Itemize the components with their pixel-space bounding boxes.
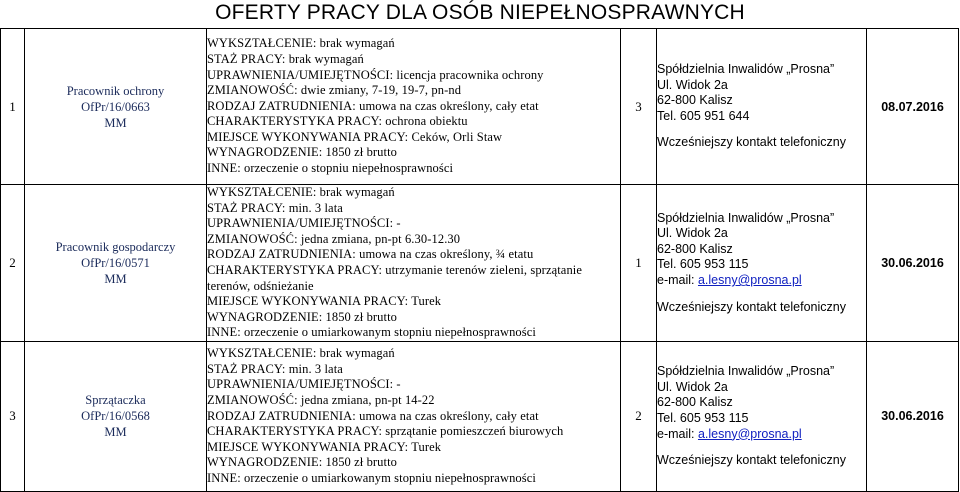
vacancy-count: 3 [621,29,657,185]
detail-line: RODZAJ ZATRUDNIENIA: umowa na czas określony, cały etat [207,408,539,423]
company-street: Ul. Widok 2a [657,226,728,241]
company-city: 62-800 Kalisz [657,395,733,410]
table-row [1,185,959,342]
position-name: Pracownik gospodarczy [55,239,176,254]
email-label: e-mail: [657,273,698,288]
company-street: Ul. Widok 2a [657,379,728,394]
detail-line: WYKSZTAŁCENIE: brak wymagań [207,185,395,199]
contact-cell [657,341,867,491]
page-title: OFERTY PRACY DLA OSÓB NIEPEŁNOSPRAWNYCH [215,1,745,24]
contact-note: Wcześniejszy kontakt telefoniczny [657,135,846,150]
detail-line: STAŻ PRACY: min. 3 lata [207,361,343,376]
company-phone: Tel. 605 951 644 [657,108,750,123]
detail-line: WYNAGRODZENIE: 1850 zł brutto [207,145,398,160]
detail-line: WYNAGRODZENIE: 1850 zł brutto [207,309,398,324]
job-offers-table [0,28,959,492]
detail-line: CHARAKTERYSTYKA PRACY: utrzymanie terenów zieleni, sprzątanie [207,262,583,277]
offer-number: 3 [1,341,25,491]
email-label: e-mail: [657,426,698,441]
detail-line: MIEJSCE WYKONYWANIA PRACY: Turek [207,294,442,309]
offer-date: 30.06.2016 [867,341,959,491]
detail-line: WYKSZTAŁCENIE: brak wymagań [207,36,395,51]
detail-line: CHARAKTERYSTYKA PRACY: ochrona obiektu [207,114,468,129]
detail-line: MIEJSCE WYKONYWANIA PRACY: Turek [207,439,442,454]
offer-reference: OfPr/16/0663 [81,99,150,114]
email-link[interactable]: a.lesny@prosna.pl [697,426,802,441]
offer-reference: OfPr/16/0571 [81,255,150,270]
contact-cell [657,29,867,185]
position-name: Sprzątaczka [85,393,146,408]
company-phone: Tel. 605 953 115 [657,257,749,272]
detail-line: WYNAGRODZENIE: 1850 zł brutto [207,455,398,470]
company-city: 62-800 Kalisz [657,241,733,256]
offer-code: MM [104,271,127,286]
company-city: 62-800 Kalisz [657,93,733,108]
detail-line: UPRAWNIENIA/UMIEJĘTNOŚCI: - [207,216,401,231]
detail-line: INNE: orzeczenie o umiarkowanym stopniu niepełnosprawności [207,325,536,340]
detail-line: INNE: orzeczenie o umiarkowanym stopniu niepełnosprawności [207,471,536,486]
offer-number: 1 [1,29,25,185]
detail-line: CHARAKTERYSTYKA PRACY: sprzątanie pomieszczeń biurowych [207,424,564,439]
offer-date: 30.06.2016 [867,185,959,342]
company-name: Spółdzielnia Inwalidów „Prosna” [657,62,835,77]
position-cell [25,29,207,185]
detail-line: RODZAJ ZATRUDNIENIA: umowa na czas określony, cały etat [207,98,539,113]
detail-line: UPRAWNIENIA/UMIEJĘTNOŚCI: licencja pracownika ochrony [207,67,544,82]
detail-line: STAŻ PRACY: brak wymagań [207,51,364,66]
company-email-line [657,427,866,443]
position-cell [25,341,207,491]
detail-line: UPRAWNIENIA/UMIEJĘTNOŚCI: - [207,377,401,392]
company-email-line [657,273,866,289]
company-phone: Tel. 605 953 115 [657,410,749,425]
offer-details [207,341,621,491]
company-name: Spółdzielnia Inwalidów „Prosna” [657,210,835,225]
offer-reference: OfPr/16/0568 [81,409,150,424]
detail-line: ZMIANOWOŚĆ: jedna zmiana, pn-pt 6.30-12.30 [207,231,461,246]
contact-note: Wcześniejszy kontakt telefoniczny [657,453,846,468]
vacancy-count: 1 [621,185,657,342]
detail-line: WYKSZTAŁCENIE: brak wymagań [207,346,395,361]
detail-line: ZMIANOWOŚĆ: jedna zmiana, pn-pt 14-22 [207,393,435,408]
detail-line: INNE: orzeczenie o stopniu niepełnosprawności [207,161,454,176]
table-row [1,341,959,491]
contact-note: Wcześniejszy kontakt telefoniczny [657,299,846,314]
detail-line: MIEJSCE WYKONYWANIA PRACY: Ceków, Orli Staw [207,129,503,144]
position-name: Pracownik ochrony [66,83,165,98]
detail-line: RODZAJ ZATRUDNIENIA: umowa na czas określony, ¾ etatu [207,247,534,262]
table-row [1,29,959,185]
detail-line: terenów, odśnieżanie [207,278,314,293]
offer-number: 2 [1,185,25,342]
company-street: Ul. Widok 2a [657,77,728,92]
offer-code: MM [104,115,127,130]
detail-line: ZMIANOWOŚĆ: dwie zmiany, 7-19, 19-7, pn-nd [207,83,462,98]
company-name: Spółdzielnia Inwalidów „Prosna” [657,364,835,379]
offer-details [207,29,621,185]
offer-details [207,185,621,342]
offer-date: 08.07.2016 [867,29,959,185]
offer-code: MM [104,425,127,440]
contact-cell [657,185,867,342]
detail-line: STAŻ PRACY: min. 3 lata [207,200,343,215]
vacancy-count: 2 [621,341,657,491]
email-link[interactable]: a.lesny@prosna.pl [697,273,802,288]
position-cell [25,185,207,342]
